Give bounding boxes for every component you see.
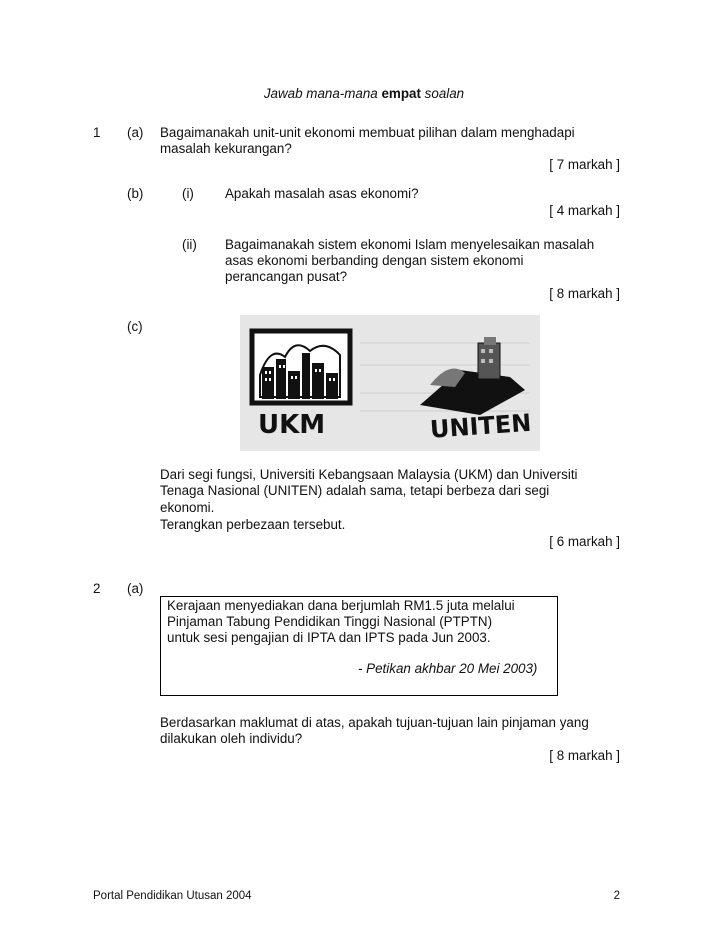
university-logos-image — [240, 315, 540, 451]
question-1b-ii-line1: Bagaimanakah sistem ekonomi Islam menyelesaikan masalah — [225, 237, 595, 252]
question-1b-ii-label: (ii) — [182, 237, 197, 252]
question-1a-marks: [ 7 markah ] — [549, 157, 620, 172]
question-2a-line1: Berdasarkan maklumat di atas, apakah tujuan-tujuan lain pinjaman yang — [160, 715, 589, 730]
question-1b-ii-marks: [ 8 markah ] — [549, 286, 620, 301]
question-2-number: 2 — [93, 581, 101, 596]
question-1b-i-label: (i) — [182, 186, 194, 201]
page-number: 2 — [613, 890, 620, 902]
question-1a-label: (a) — [127, 125, 144, 140]
question-1b-ii-line2: asas ekonomi berbanding dengan sistem ekonomi — [225, 253, 524, 268]
question-2a-line2: dilakukan oleh individu? — [160, 731, 303, 746]
question-1b-i-marks: [ 4 markah ] — [549, 203, 620, 218]
question-1b-i-text: Apakah masalah asas ekonomi? — [225, 186, 419, 201]
question-1c-line4: Terangkan perbezaan tersebut. — [160, 517, 346, 532]
news-excerpt-line1: Kerajaan menyediakan dana berjumlah RM1.5 juta melalui — [167, 598, 515, 613]
news-excerpt-source: - Petikan akhbar 20 Mei 2003) — [358, 661, 538, 676]
question-1b-label: (b) — [127, 186, 144, 201]
ukm-logo-text: UKM — [258, 410, 326, 440]
question-1a-line1: Bagaimanakah unit-unit ekonomi membuat pilihan dalam menghadapi — [160, 125, 575, 140]
question-1c-marks: [ 6 markah ] — [549, 534, 620, 549]
question-1a-line2: masalah kekurangan? — [160, 141, 292, 156]
uniten-logo-text: UNITEN — [429, 408, 533, 444]
ukm-logo — [252, 331, 350, 403]
instruction-header — [0, 86, 728, 102]
instruction-emphasis: empat — [381, 86, 421, 101]
question-1c-line2: Tenaga Nasional (UNITEN) adalah sama, tetapi berbeza dari segi — [160, 483, 550, 498]
news-excerpt-line3: untuk sesi pengajian di IPTA dan IPTS pada Jun 2003. — [167, 630, 491, 645]
instruction-part3: soalan — [424, 86, 465, 101]
question-1b-ii-line3: perancangan pusat? — [225, 269, 348, 284]
question-2a-label: (a) — [127, 581, 144, 596]
news-excerpt-line2: Pinjaman Tabung Pendidikan Tinggi Nasional (PTPTN) — [167, 614, 493, 629]
question-1c-line3: ekonomi. — [160, 500, 215, 515]
question-2a-marks: [ 8 markah ] — [549, 748, 620, 763]
instruction-part1: Jawab mana-mana — [263, 86, 378, 101]
question-1c-line1: Dari segi fungsi, Universiti Kebangsaan Malaysia (UKM) dan Universiti — [160, 467, 578, 482]
footer-source: Portal Pendidikan Utusan 2004 — [93, 890, 252, 902]
question-1c-label: (c) — [127, 319, 143, 334]
question-1-number: 1 — [93, 125, 101, 140]
university-logos-svg — [240, 315, 540, 451]
